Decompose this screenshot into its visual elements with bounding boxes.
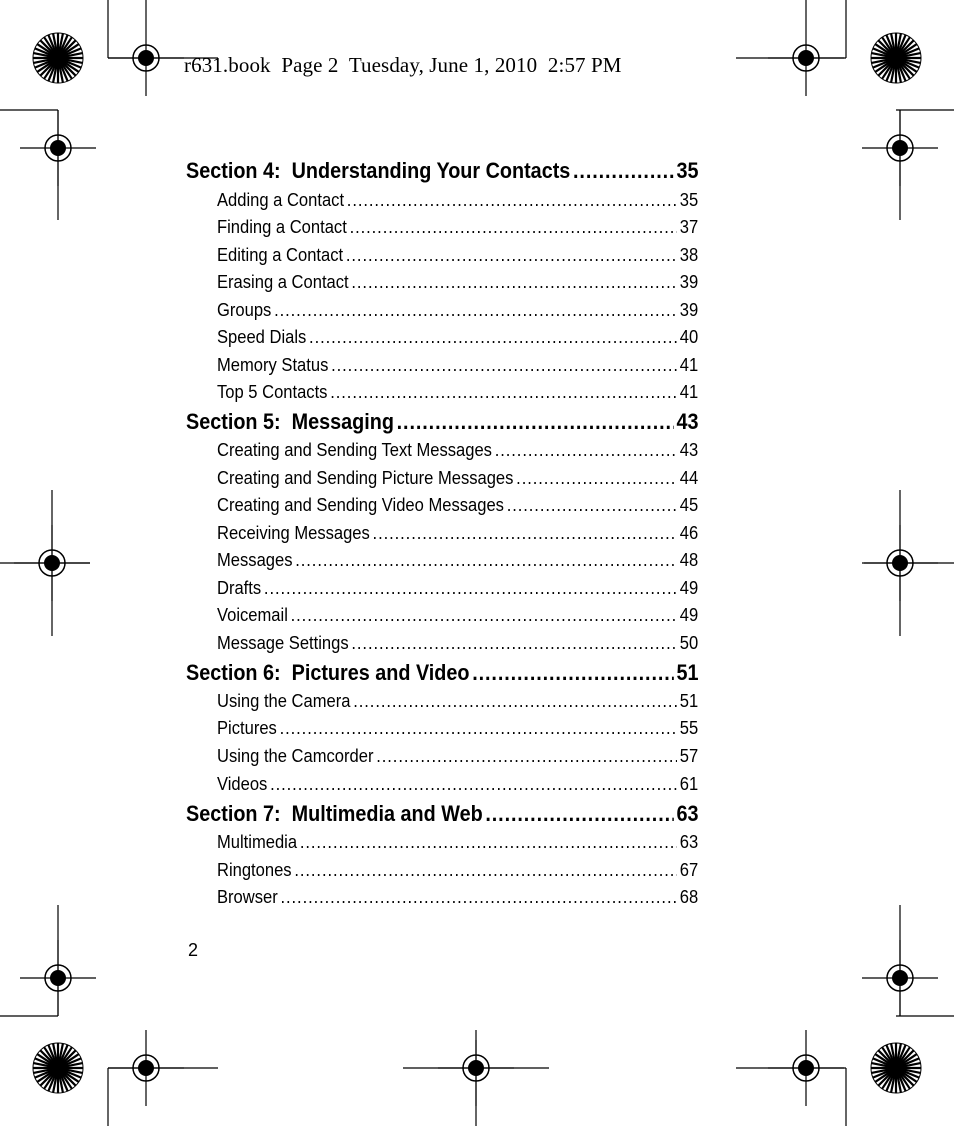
toc-item[interactable] (217, 832, 698, 853)
toc-item[interactable] (217, 523, 698, 544)
item-title: Pictures (217, 718, 277, 738)
dot-leader (294, 860, 677, 881)
dot-leader (264, 578, 677, 599)
toc-item[interactable] (217, 217, 698, 238)
toc-item[interactable] (217, 633, 698, 654)
toc-item[interactable] (217, 300, 698, 321)
section-page: 43 (676, 409, 699, 434)
item-page: 35 (679, 190, 699, 210)
item-title: Messages (217, 550, 293, 570)
dot-leader (485, 801, 673, 827)
item-title: Using the Camcorder (217, 746, 374, 766)
item-page: 37 (679, 217, 699, 237)
item-page: 44 (679, 468, 699, 488)
dot-leader (351, 633, 677, 654)
dot-leader (351, 272, 677, 293)
item-title: Adding a Contact (217, 190, 345, 210)
toc-item[interactable] (217, 774, 698, 795)
dot-leader (280, 718, 677, 739)
item-title: Ringtones (217, 860, 292, 880)
item-title: Erasing a Contact (217, 272, 349, 292)
item-page: 39 (679, 300, 699, 320)
item-page: 40 (679, 327, 699, 347)
item-title: Finding a Contact (217, 217, 347, 237)
toc-item[interactable] (217, 887, 698, 908)
page-number: 2 (188, 940, 199, 960)
dot-leader (516, 468, 677, 489)
dot-leader (347, 190, 677, 211)
item-page: 50 (679, 633, 699, 653)
print-slug: r631.book Page 2 Tuesday, June 1, 2010 2:57 PM (184, 53, 622, 77)
item-title: Multimedia (217, 832, 298, 852)
toc-section[interactable] (186, 409, 698, 435)
dot-leader (350, 217, 677, 238)
dot-leader (507, 495, 677, 516)
toc-item[interactable] (217, 495, 698, 516)
dot-leader (495, 440, 677, 461)
dot-leader (309, 327, 677, 348)
item-page: 49 (679, 578, 699, 598)
toc-item[interactable] (217, 578, 698, 599)
item-title: Voicemail (217, 605, 288, 625)
item-title: Memory Status (217, 355, 329, 375)
item-title: Creating and Sending Text Messages (217, 440, 492, 460)
item-title: Message Settings (217, 633, 349, 653)
toc-item[interactable] (217, 746, 698, 767)
dot-leader (330, 382, 677, 403)
item-title: Top 5 Contacts (217, 382, 328, 402)
item-title: Speed Dials (217, 327, 307, 347)
dot-leader (331, 355, 677, 376)
toc-section[interactable] (186, 801, 698, 827)
item-page: 39 (679, 272, 699, 292)
item-title: Editing a Contact (217, 245, 344, 265)
item-page: 57 (679, 746, 699, 766)
toc-item[interactable] (217, 550, 698, 571)
item-title: Creating and Sending Video Messages (217, 495, 504, 515)
item-page: 38 (679, 245, 699, 265)
toc-item[interactable] (217, 860, 698, 881)
toc-section[interactable] (186, 660, 698, 686)
section-page: 35 (676, 158, 699, 183)
item-title: Receiving Messages (217, 523, 370, 543)
item-page: 48 (679, 550, 699, 570)
dot-leader (472, 660, 674, 686)
item-page: 61 (679, 774, 699, 794)
section-title: Section 7: Multimedia and Web (186, 801, 483, 826)
toc-item[interactable] (217, 691, 698, 712)
item-page: 67 (679, 860, 699, 880)
item-title: Browser (217, 887, 278, 907)
toc-item[interactable] (217, 245, 698, 266)
toc-item[interactable] (217, 190, 698, 211)
toc-item[interactable] (217, 355, 698, 376)
item-title: Drafts (217, 578, 262, 598)
toc-item[interactable] (217, 605, 698, 626)
item-page: 41 (679, 382, 699, 402)
toc-item[interactable] (217, 327, 698, 348)
item-title: Creating and Sending Picture Messages (217, 468, 514, 488)
item-title: Using the Camera (217, 691, 351, 711)
item-page: 51 (679, 691, 699, 711)
dot-leader (573, 158, 674, 184)
dot-leader (274, 300, 677, 321)
section-page: 63 (676, 801, 699, 826)
item-page: 68 (679, 887, 699, 907)
dot-leader (295, 550, 677, 571)
toc-item[interactable] (217, 468, 698, 489)
item-page: 63 (679, 832, 699, 852)
dot-leader (353, 691, 677, 712)
dot-leader (373, 523, 677, 544)
section-title: Section 6: Pictures and Video (186, 660, 470, 685)
item-page: 45 (679, 495, 699, 515)
dot-leader (397, 409, 674, 435)
dot-leader (376, 746, 677, 767)
item-title: Groups (217, 300, 272, 320)
toc-item[interactable] (217, 382, 698, 403)
item-page: 41 (679, 355, 699, 375)
dot-leader (346, 245, 677, 266)
section-page: 51 (676, 660, 699, 685)
toc-section[interactable] (186, 158, 698, 184)
item-page: 43 (679, 440, 699, 460)
dot-leader (280, 887, 676, 908)
item-page: 46 (679, 523, 699, 543)
dot-leader (270, 774, 677, 795)
item-page: 49 (679, 605, 699, 625)
toc-item[interactable] (217, 718, 698, 739)
section-title: Section 4: Understanding Your Contacts (186, 158, 571, 183)
item-title: Videos (217, 774, 268, 794)
toc-item[interactable] (217, 440, 698, 461)
toc-item[interactable] (217, 272, 698, 293)
section-title: Section 5: Messaging (186, 409, 394, 434)
item-page: 55 (679, 718, 699, 738)
dot-leader (300, 832, 677, 853)
dot-leader (291, 605, 677, 626)
